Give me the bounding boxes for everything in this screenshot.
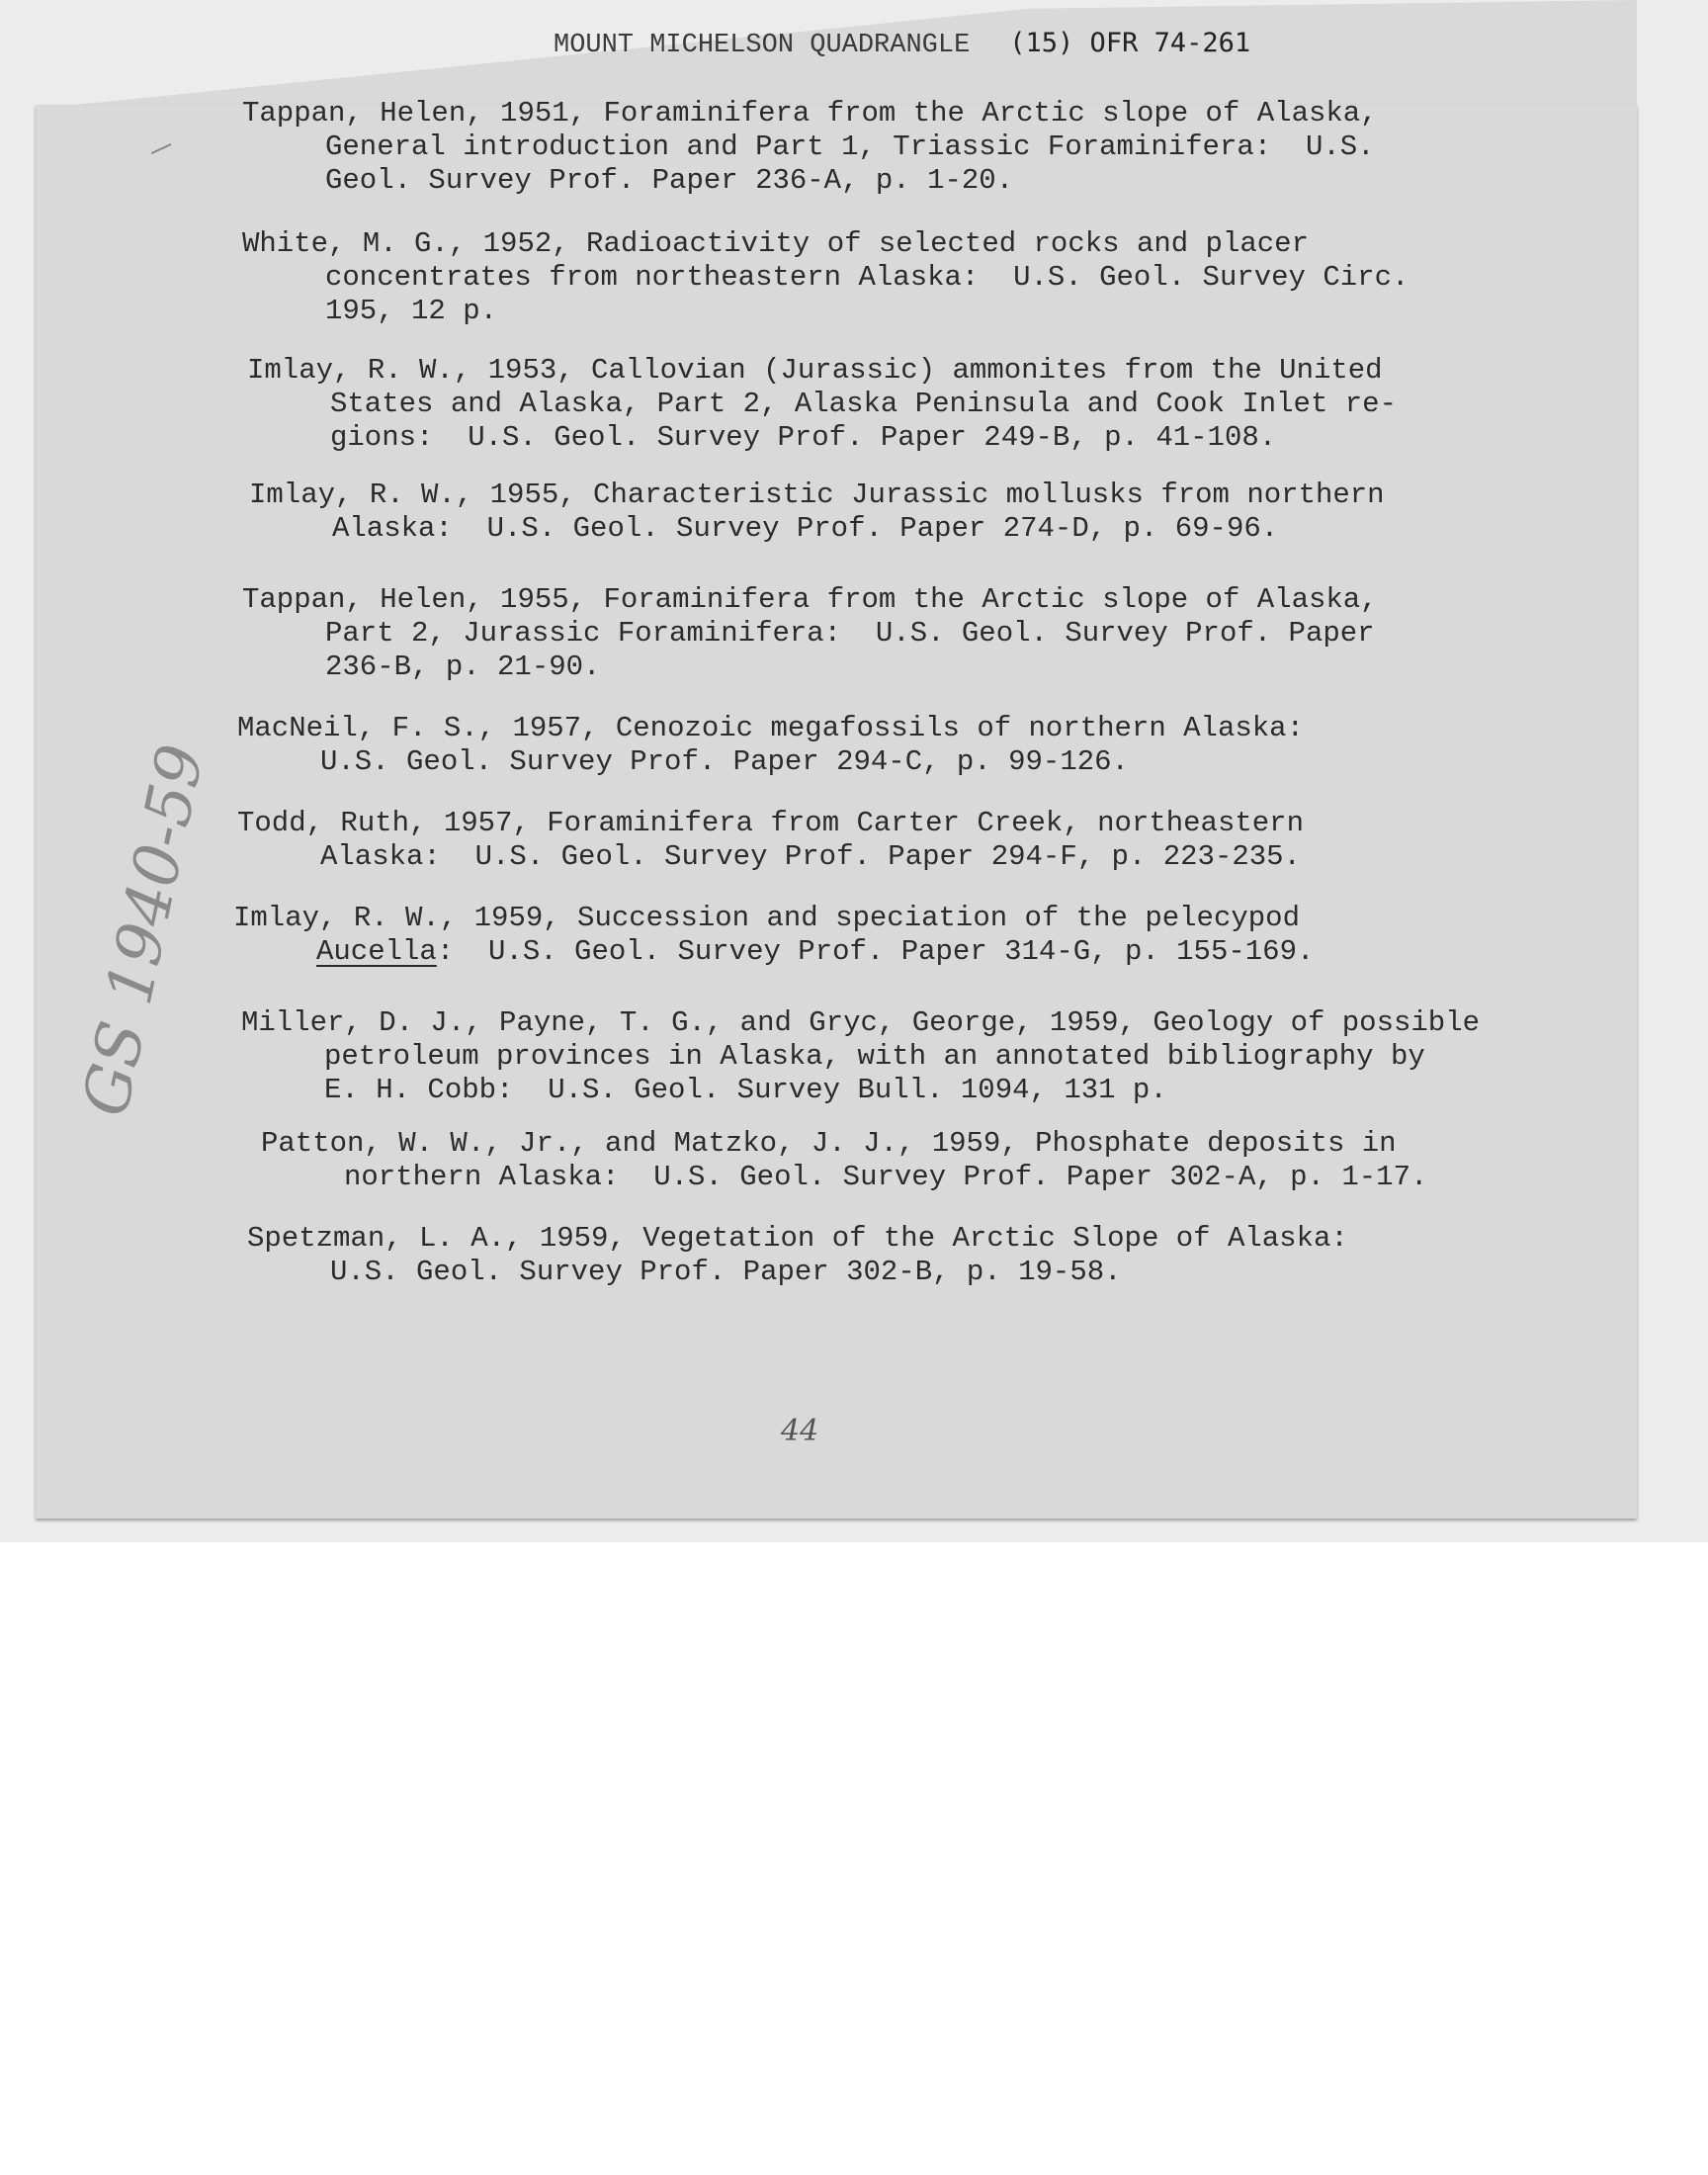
reference-first-line: Imlay, R. W., 1953, Callovian (Jurassic) ammonites from the United	[247, 354, 1383, 387]
reference-continuation-line: petroleum provinces in Alaska, with an annotated bibliography by	[324, 1040, 1425, 1073]
underlined-genus: Aucella	[316, 935, 437, 968]
reference-entry	[233, 902, 1429, 969]
reference-first-line: White, M. G., 1952, Radioactivity of selected rocks and placer	[242, 227, 1309, 260]
reference-continuation-line: concentrates from northeastern Alaska: U.S. Geol. Survey Circ.	[325, 261, 1409, 294]
reference-continuation-line: Alaska: U.S. Geol. Survey Prof. Paper 294-F, p. 223-235.	[320, 840, 1301, 873]
reference-first-line: Todd, Ruth, 1957, Foraminifera from Carter Creek, northeastern	[237, 807, 1304, 839]
reference-first-line: Patton, W. W., Jr., and Matzko, J. J., 1959, Phosphate deposits in	[261, 1127, 1397, 1160]
page-header	[554, 28, 1250, 60]
reference-continuation-line: Part 2, Jurassic Foraminifera: U.S. Geol. Survey Prof. Paper	[325, 617, 1375, 650]
reference-first-line: Tappan, Helen, 1955, Foraminifera from the Arctic slope of Alaska,	[242, 583, 1378, 616]
handwritten-margin-note: GS 1940-59	[69, 739, 219, 1123]
quadrangle-title: MOUNT MICHELSON QUADRANGLE	[554, 31, 971, 60]
reference-entry	[241, 1006, 1481, 1107]
reference-continuation-line: U.S. Geol. Survey Prof. Paper 294-C, p. 99-126.	[320, 745, 1129, 778]
reference-first-line: Miller, D. J., Payne, T. G., and Gryc, George, 1959, Geology of possible	[241, 1006, 1481, 1039]
reference-entry	[242, 97, 1438, 198]
reference-continuation-line: Alaska: U.S. Geol. Survey Prof. Paper 274-D, p. 69-96.	[332, 512, 1279, 545]
reference-continuation-line: Aucella: U.S. Geol. Survey Prof. Paper 314-G, p. 155-169.	[316, 935, 1315, 968]
reference-first-line: Imlay, R. W., 1959, Succession and speciation of the pelecypod	[233, 902, 1300, 934]
reference-first-line: Imlay, R. W., 1955, Characteristic Jurassic mollusks from northern	[249, 478, 1385, 511]
reference-continuation-line: 236-B, p. 21-90.	[325, 651, 601, 683]
reference-entry	[249, 478, 1445, 546]
reference-continuation-line: General introduction and Part 1, Triassic Foraminifera: U.S.	[325, 130, 1375, 163]
reference-continuation-line: Geol. Survey Prof. Paper 236-A, p. 1-20.	[325, 164, 1014, 197]
reference-entry	[242, 227, 1438, 328]
reference-entry	[237, 712, 1433, 779]
reference-continuation-line: U.S. Geol. Survey Prof. Paper 302-B, p. 19-58.	[330, 1256, 1122, 1288]
page-number: 44	[781, 1414, 819, 1448]
reference-first-line: Spetzman, L. A., 1959, Vegetation of the Arctic Slope of Alaska:	[247, 1222, 1348, 1255]
reference-entry	[247, 1222, 1443, 1289]
reference-entry	[242, 583, 1438, 684]
report-number: (15) OFR 74-261	[1009, 28, 1251, 58]
reference-first-line: Tappan, Helen, 1951, Foraminifera from the Arctic slope of Alaska,	[242, 97, 1378, 130]
reference-continuation-line: E. H. Cobb: U.S. Geol. Survey Bull. 1094, 131 p.	[324, 1074, 1167, 1106]
reference-first-line: MacNeil, F. S., 1957, Cenozoic megafossils of northern Alaska:	[237, 712, 1304, 744]
reference-entry	[261, 1127, 1457, 1194]
reference-entry	[237, 807, 1433, 874]
reference-continuation-line: 195, 12 p.	[325, 295, 498, 327]
reference-continuation-line: gions: U.S. Geol. Survey Prof. Paper 249-B, p. 41-108.	[330, 421, 1277, 454]
reference-continuation-line: northern Alaska: U.S. Geol. Survey Prof. Paper 302-A, p. 1-17.	[344, 1161, 1428, 1193]
reference-continuation-line: States and Alaska, Part 2, Alaska Peninsula and Cook Inlet re-	[330, 388, 1397, 420]
reference-entry	[247, 354, 1443, 455]
